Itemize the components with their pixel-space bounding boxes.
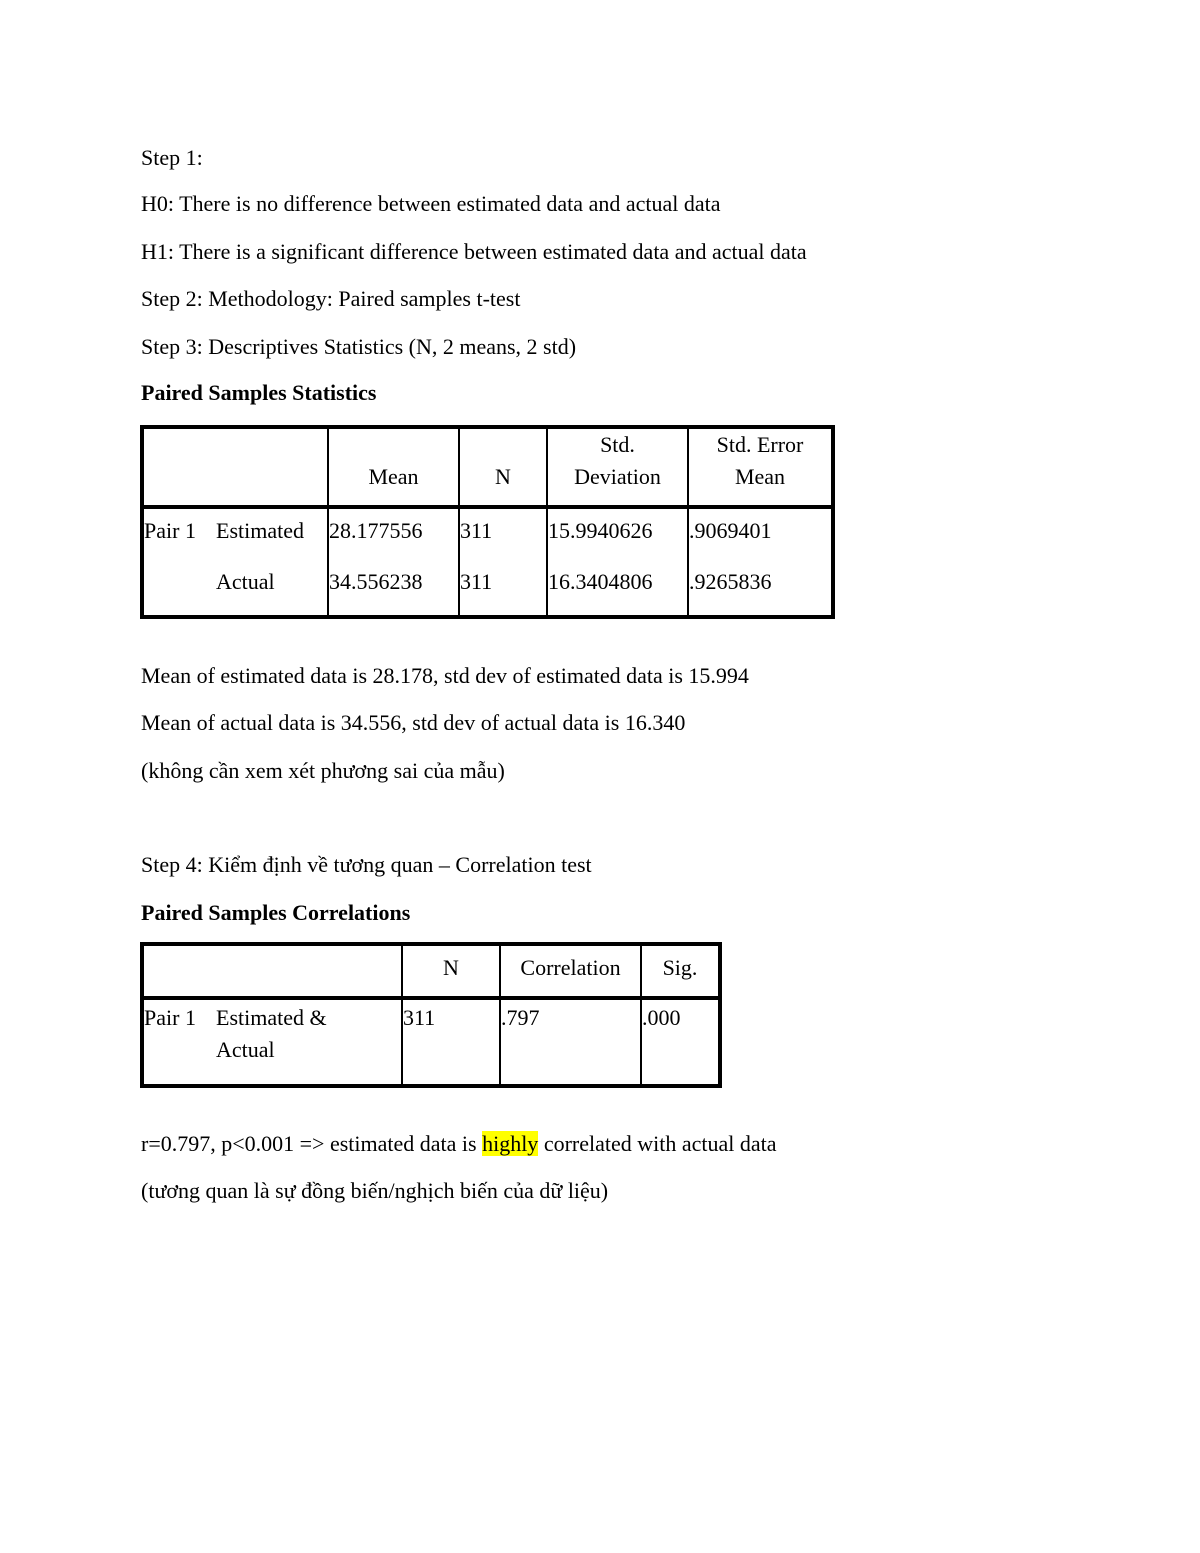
row-mean: 28.177556 [328,507,459,564]
row-std-err: .9265836 [688,564,833,617]
corr-row-label-line2: Actual [216,1037,275,1062]
result-text-post: correlated with actual data [538,1131,777,1156]
row-std-dev: 15.9940626 [547,507,688,564]
table-row [142,507,833,564]
hypothesis-h0: H0: There is no difference between estimated data and actual data [141,191,721,216]
row-mean: 34.556238 [328,564,459,617]
stats-header-pair [142,427,216,507]
note-correlation-line: (tương quan là sự đồng biến/nghịch biến của dữ liệu) [141,1178,609,1203]
corr-row-variable-label [216,998,402,1086]
highlighted-word: highly [482,1131,539,1156]
step3-line: Step 3: Descriptives Statistics (N, 2 means, 2 std) [141,334,577,359]
row-pair-label: Pair 1 [144,518,196,543]
result-line [141,1130,777,1158]
step1-line: Step 1: [141,145,203,170]
stats-header-n [459,427,547,507]
header-n-text: N [495,464,511,489]
stats-header-mean [328,427,459,507]
row-std-err: .9069401 [688,507,833,564]
hypothesis-h1: H1: There is a significant difference between estimated data and actual data [141,239,807,264]
note-variance-line: (không cần xem xét phương sai của mẫu) [141,758,505,783]
paired-samples-correlations-table [140,942,722,1088]
mean-actual-line: Mean of actual data is 34.556, std dev of actual data is 16.340 [141,710,686,735]
paired-samples-statistics-table [140,425,835,619]
stats-header-label [216,427,328,507]
row-variable-label: Actual [216,564,328,617]
result-text-pre: r=0.797, p<0.001 => estimated data is [141,1131,483,1156]
corr-header-n [402,944,500,998]
header-std-dev-line1: Std. [600,432,635,457]
step4-line: Step 4: Kiểm định về tương quan – Correlation test [141,852,592,877]
corr-header-correlation-text: Correlation [520,955,621,980]
corr-row-correlation: .797 [500,998,641,1086]
header-mean-text: Mean [368,464,419,489]
stats-header-std-err [688,427,833,507]
step2-line: Step 2: Methodology: Paired samples t-test [141,286,521,311]
corr-header-n-text: N [443,955,459,980]
mean-estimated-line: Mean of estimated data is 28.178, std dev of estimated data is 15.994 [141,663,749,688]
corr-header-sig [641,944,720,998]
row-pair-label [142,564,216,617]
row-n: 311 [459,564,547,617]
corr-header-label [216,944,402,998]
corr-row-n: 311 [402,998,500,1086]
stats-header-std-dev [547,427,688,507]
header-std-dev-line2: Deviation [574,464,661,489]
corr-table-title: Paired Samples Correlations [141,900,411,925]
row-variable-label: Estimated [216,507,328,564]
header-std-err-line1: Std. Error [716,432,804,457]
corr-header-correlation [500,944,641,998]
header-std-err-line2: Mean [734,464,786,489]
corr-header-sig-text: Sig. [662,955,698,980]
corr-header-pair [142,944,216,998]
corr-row-pair-label: Pair 1 [144,1005,196,1030]
corr-row-sig: .000 [641,998,720,1086]
stats-table-title: Paired Samples Statistics [141,380,377,405]
row-n: 311 [459,507,547,564]
row-std-dev: 16.3404806 [547,564,688,617]
table-row [142,564,833,617]
table-row [142,998,720,1086]
corr-header-row [142,944,720,998]
corr-row-label-line1: Estimated & [216,1005,327,1030]
stats-header-row [142,427,833,507]
